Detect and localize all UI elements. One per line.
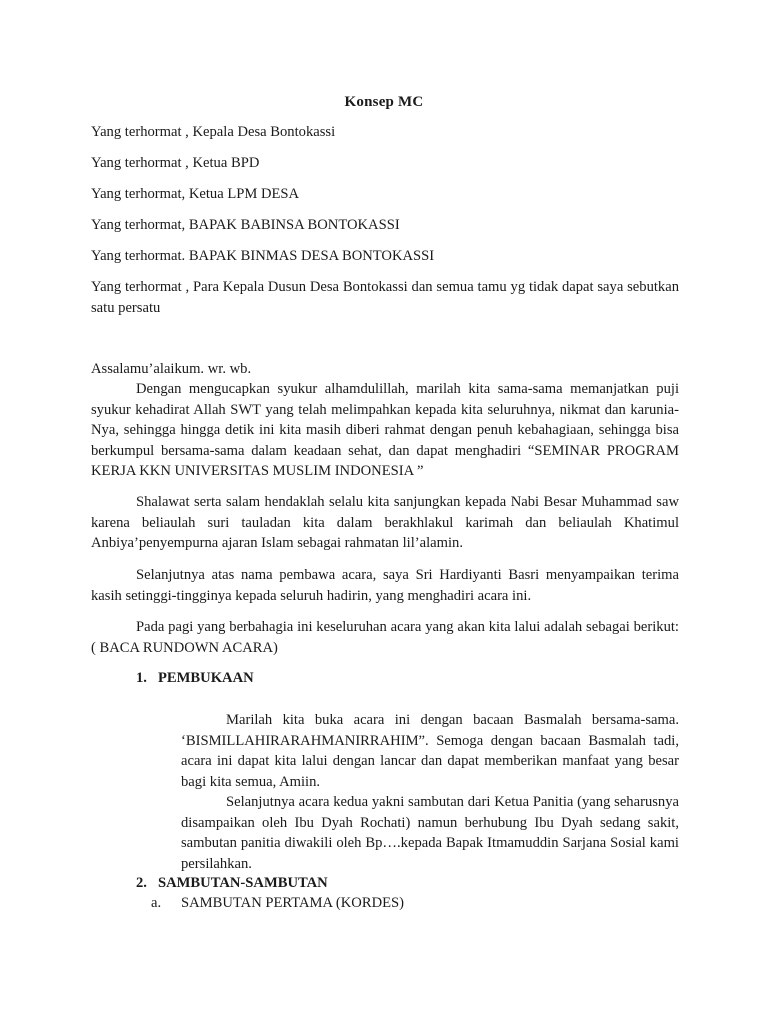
greeting-line: Yang terhormat , Ketua BPD — [91, 155, 260, 171]
greeting-line: Yang terhormat, Ketua LPM DESA — [91, 186, 300, 202]
section-number: 1. — [136, 670, 147, 686]
greeting-line: Yang terhormat, BAPAK BABINSA BONTOKASSI — [91, 217, 400, 233]
salam-opening: Assalamu’alaikum. wr. wb. — [91, 361, 252, 377]
greeting-line: Yang terhormat. BAPAK BINMAS DESA BONTOKASSI — [91, 248, 435, 264]
body-paragraph: Shalawat serta salam hendaklah selalu kita sanjungkan kepada Nabi Besar Muhammad saw karena beliaulah suri tauladan kita dalam berakhlakul karimah dan beliaulah Khatimul Anbiya’penyempurna ajaran Islam sebagai rahmatan lil’alamin. — [91, 494, 679, 551]
document-title: Konsep MC — [344, 94, 424, 110]
section-paragraph: Selanjutnya acara kedua yakni sambutan dari Ketua Panitia (yang seharusnya disampaikan oleh Ibu Dyah Rochati) namun berhubung Ibu Dyah sedang sakit, sambutan panitia diwakili oleh Bp….kepada Bapak Itmamuddin Sarjana Sosial kami persilahkan. — [181, 794, 679, 872]
body-paragraph: Pada pagi yang berbahagia ini keseluruhan acara yang akan kita lalui adalah sebagai berikut: ( BACA RUNDOWN ACARA) — [91, 619, 679, 656]
section-number: 2. — [136, 875, 147, 891]
section-heading — [136, 668, 254, 689]
section-paragraph: Marilah kita buka acara ini dengan bacaan Basmalah bersama-sama. ‘BISMILLAHIRARAHMANIRRAHIM”. Semoga dengan bacaan Basmalah tadi, acara ini dapat kita lalui dengan lancar dan dapat memberikan manfaat yang besar bagi kita semua, Amiin. — [181, 712, 679, 790]
greeting-line: Yang terhormat , Para Kepala Dusun Desa Bontokassi dan semua tamu yg tidak dapat saya sebutkan satu persatu — [91, 279, 679, 316]
list-item-letter: a. — [151, 895, 162, 911]
body-paragraph: Selanjutnya atas nama pembawa acara, saya Sri Hardiyanti Basri menyampaikan terima kasih setinggi-tingginya kepada seluruh hadirin, yang menghadiri acara ini. — [91, 567, 679, 604]
section-heading — [136, 873, 328, 894]
list-item-text: SAMBUTAN PERTAMA (KORDES) — [181, 895, 405, 911]
body-paragraph: Dengan mengucapkan syukur alhamdulillah, marilah kita sama-sama memanjatkan puji syukur kehadirat Allah SWT yang telah melimpahkan kepada kita seluruhnya, nikmat dan karunia-Nya, sehingga hingga detik ini kita masih diberi rahmat dengan penuh kebahagiaan, sehingga bisa berkumpul bersama-sama dalam keadaan sehat, dan dapat menghadiri “SEMINAR PROGRAM KERJA KKN UNIVERSITAS MUSLIM INDONESIA ” — [91, 381, 679, 479]
section-title: PEMBUKAAN — [158, 670, 254, 686]
list-item — [151, 893, 404, 914]
section-title: SAMBUTAN-SAMBUTAN — [158, 875, 328, 891]
greeting-line: Yang terhormat , Kepala Desa Bontokassi — [91, 124, 336, 140]
